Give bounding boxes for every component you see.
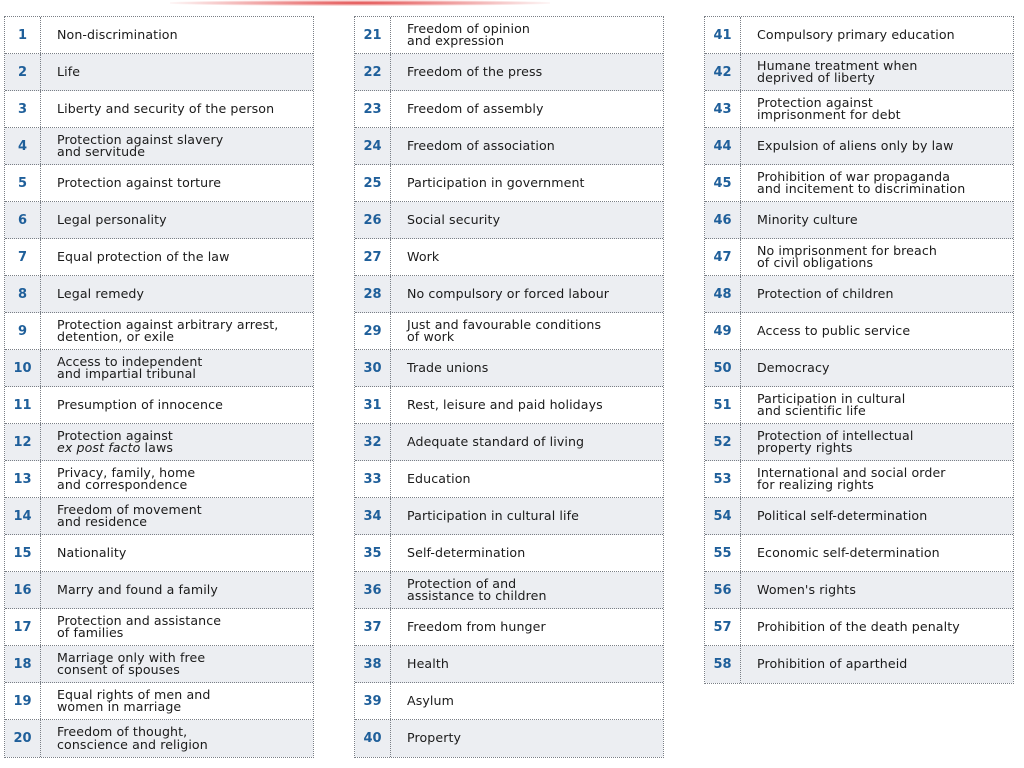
table-row <box>355 646 663 683</box>
table-row <box>705 17 1013 54</box>
right-number: 45 <box>705 165 741 201</box>
table-row <box>705 202 1013 239</box>
right-label: No compulsory or forced labour <box>407 285 610 301</box>
right-label: Marry and found a family <box>57 581 218 597</box>
right-label: Democracy <box>757 359 830 375</box>
right-label: Property <box>407 730 462 746</box>
table-row <box>705 350 1013 387</box>
right-label: Prohibition of war propaganda and incitement to discrimination <box>757 168 966 196</box>
right-label: Freedom of assembly <box>407 100 544 116</box>
right-number: 46 <box>705 202 741 238</box>
table-row <box>705 313 1013 350</box>
right-number: 35 <box>355 535 391 571</box>
table-row <box>5 720 313 757</box>
right-label: Rest, leisure and paid holidays <box>407 396 603 412</box>
right-number: 8 <box>5 276 41 312</box>
right-number: 49 <box>705 313 741 349</box>
right-label: Freedom of opinion and expression <box>407 20 531 48</box>
right-label: Life <box>57 63 81 79</box>
right-label-part: laws <box>140 440 174 455</box>
right-number: 32 <box>355 424 391 460</box>
right-label: No imprisonment for breach of civil obligations <box>757 242 937 270</box>
table-row <box>5 239 313 276</box>
right-number: 3 <box>5 91 41 127</box>
table-row <box>705 387 1013 424</box>
table-row <box>355 239 663 276</box>
right-label: Just and favourable conditions of work <box>407 316 602 344</box>
table-row <box>705 572 1013 609</box>
right-label: Freedom of association <box>407 137 555 153</box>
right-number: 36 <box>355 572 391 608</box>
right-label: Legal remedy <box>57 285 145 301</box>
right-label: Work <box>407 248 440 264</box>
table-row <box>355 91 663 128</box>
right-number: 23 <box>355 91 391 127</box>
right-number: 25 <box>355 165 391 201</box>
right-label: Protection against slavery and servitude <box>57 131 224 159</box>
right-label: Social security <box>407 211 501 227</box>
right-label: Access to public service <box>757 322 911 338</box>
right-label: Self-determination <box>407 544 526 560</box>
table-row <box>5 202 313 239</box>
right-label: Prohibition of the death penalty <box>757 618 960 634</box>
table-row <box>355 535 663 572</box>
right-label: International and social order for realizing rights <box>757 464 946 492</box>
right-label: Minority culture <box>757 211 858 227</box>
table-row <box>5 165 313 202</box>
right-label: Adequate standard of living <box>407 433 585 449</box>
right-label-italic: ex post facto <box>57 440 141 455</box>
right-number: 10 <box>5 350 41 386</box>
right-label: Legal personality <box>57 211 167 227</box>
right-number: 58 <box>705 646 741 683</box>
right-label: Equal rights of men and women in marriage <box>57 686 211 714</box>
right-number: 50 <box>705 350 741 386</box>
table-row <box>705 535 1013 572</box>
right-number: 38 <box>355 646 391 682</box>
table-row <box>5 535 313 572</box>
table-row <box>5 128 313 165</box>
right-label: Asylum <box>407 692 454 708</box>
table-row <box>355 350 663 387</box>
table-row <box>705 498 1013 535</box>
right-label <box>41 424 313 460</box>
right-number: 29 <box>355 313 391 349</box>
right-label: Participation in cultural and scientific life <box>757 390 906 418</box>
table-row <box>5 646 313 683</box>
right-number: 57 <box>705 609 741 645</box>
right-number: 7 <box>5 239 41 275</box>
right-number: 41 <box>705 17 741 53</box>
right-number: 55 <box>705 535 741 571</box>
right-label: Economic self-determination <box>757 544 940 560</box>
right-label: Participation in government <box>407 174 585 190</box>
right-label: Protection of intellectual property rights <box>757 427 914 455</box>
right-number: 27 <box>355 239 391 275</box>
table-row <box>355 54 663 91</box>
right-number: 30 <box>355 350 391 386</box>
right-label: Marriage only with free consent of spouses <box>57 649 206 677</box>
right-number: 53 <box>705 461 741 497</box>
right-label: Political self-determination <box>757 507 928 523</box>
table-row <box>355 498 663 535</box>
table-row <box>355 461 663 498</box>
right-label-text <box>57 427 174 455</box>
right-number: 20 <box>5 720 41 757</box>
right-number: 18 <box>5 646 41 682</box>
right-number: 33 <box>355 461 391 497</box>
right-label: Protection and assistance of families <box>57 612 222 640</box>
right-number: 16 <box>5 572 41 608</box>
right-number: 34 <box>355 498 391 534</box>
red-accent-bar <box>170 0 550 6</box>
right-number: 1 <box>5 17 41 53</box>
right-number: 52 <box>705 424 741 460</box>
right-number: 28 <box>355 276 391 312</box>
right-label: Nationality <box>57 544 127 560</box>
table-row <box>705 165 1013 202</box>
right-label: Participation in cultural life <box>407 507 580 523</box>
right-number: 54 <box>705 498 741 534</box>
right-label: Women's rights <box>757 581 856 597</box>
table-row <box>355 313 663 350</box>
table-row <box>5 572 313 609</box>
right-number: 40 <box>355 720 391 757</box>
table-row <box>5 54 313 91</box>
rights-column-2 <box>354 16 664 758</box>
right-label: Freedom from hunger <box>407 618 546 634</box>
table-row <box>5 91 313 128</box>
right-number: 17 <box>5 609 41 645</box>
right-label: Trade unions <box>407 359 489 375</box>
right-label: Freedom of movement and residence <box>57 501 202 529</box>
right-number: 14 <box>5 498 41 534</box>
right-number: 4 <box>5 128 41 164</box>
right-number: 13 <box>5 461 41 497</box>
right-label: Prohibition of apartheid <box>757 656 908 672</box>
right-number: 24 <box>355 128 391 164</box>
right-number: 56 <box>705 572 741 608</box>
right-number: 31 <box>355 387 391 423</box>
table-row <box>5 683 313 720</box>
table-row <box>705 54 1013 91</box>
table-row <box>705 91 1013 128</box>
right-label: Non-discrimination <box>57 26 178 42</box>
table-row <box>5 609 313 646</box>
right-number: 21 <box>355 17 391 53</box>
table-row <box>355 720 663 757</box>
right-label: Health <box>407 655 449 671</box>
right-label: Freedom of the press <box>407 63 543 79</box>
right-number: 47 <box>705 239 741 275</box>
right-number: 37 <box>355 609 391 645</box>
table-row <box>355 17 663 54</box>
right-number: 22 <box>355 54 391 90</box>
right-label: Compulsory primary education <box>757 26 955 42</box>
right-number: 39 <box>355 683 391 719</box>
table-row <box>355 387 663 424</box>
rights-column-1 <box>4 16 314 758</box>
right-number: 43 <box>705 91 741 127</box>
right-number: 12 <box>5 424 41 460</box>
table-row <box>355 572 663 609</box>
table-row <box>705 239 1013 276</box>
right-label: Equal protection of the law <box>57 248 230 264</box>
right-number: 11 <box>5 387 41 423</box>
right-label: Protection of children <box>757 285 894 301</box>
table-row <box>5 387 313 424</box>
table-row <box>5 498 313 535</box>
table-row <box>355 424 663 461</box>
table-row <box>355 683 663 720</box>
table-row <box>5 276 313 313</box>
table-row <box>705 128 1013 165</box>
right-label: Expulsion of aliens only by law <box>757 137 954 153</box>
table-row <box>5 350 313 387</box>
table-row <box>705 276 1013 313</box>
right-number: 19 <box>5 683 41 719</box>
right-number: 9 <box>5 313 41 349</box>
table-row <box>355 165 663 202</box>
right-number: 26 <box>355 202 391 238</box>
right-label: Protection of and assistance to children <box>407 575 547 603</box>
right-label: Protection against arbitrary arrest, detention, or exile <box>57 316 279 344</box>
table-row <box>355 128 663 165</box>
right-number: 6 <box>5 202 41 238</box>
right-label: Access to independent and impartial tribunal <box>57 353 203 381</box>
table-row <box>5 17 313 54</box>
right-label: Humane treatment when deprived of liberty <box>757 57 918 85</box>
right-number: 2 <box>5 54 41 90</box>
right-number: 44 <box>705 128 741 164</box>
right-label: Presumption of innocence <box>57 396 223 412</box>
right-label: Protection against torture <box>57 174 222 190</box>
right-number: 15 <box>5 535 41 571</box>
table-row <box>355 202 663 239</box>
table-row <box>705 424 1013 461</box>
rights-column-3 <box>704 16 1014 684</box>
table-row <box>705 609 1013 646</box>
table-row <box>705 646 1013 683</box>
table-row <box>5 313 313 350</box>
right-number: 5 <box>5 165 41 201</box>
right-number: 51 <box>705 387 741 423</box>
table-row <box>705 461 1013 498</box>
table-row <box>5 461 313 498</box>
right-label: Freedom of thought, conscience and religion <box>57 724 208 752</box>
right-label: Education <box>407 470 471 486</box>
table-row <box>5 424 313 461</box>
right-number: 48 <box>705 276 741 312</box>
table-row <box>355 609 663 646</box>
right-label: Privacy, family, home and correspondence <box>57 464 196 492</box>
right-number: 42 <box>705 54 741 90</box>
right-label-part: Protection against <box>57 427 173 443</box>
right-label: Liberty and security of the person <box>57 100 275 116</box>
table-row <box>355 276 663 313</box>
right-label: Protection against imprisonment for debt <box>757 94 901 122</box>
